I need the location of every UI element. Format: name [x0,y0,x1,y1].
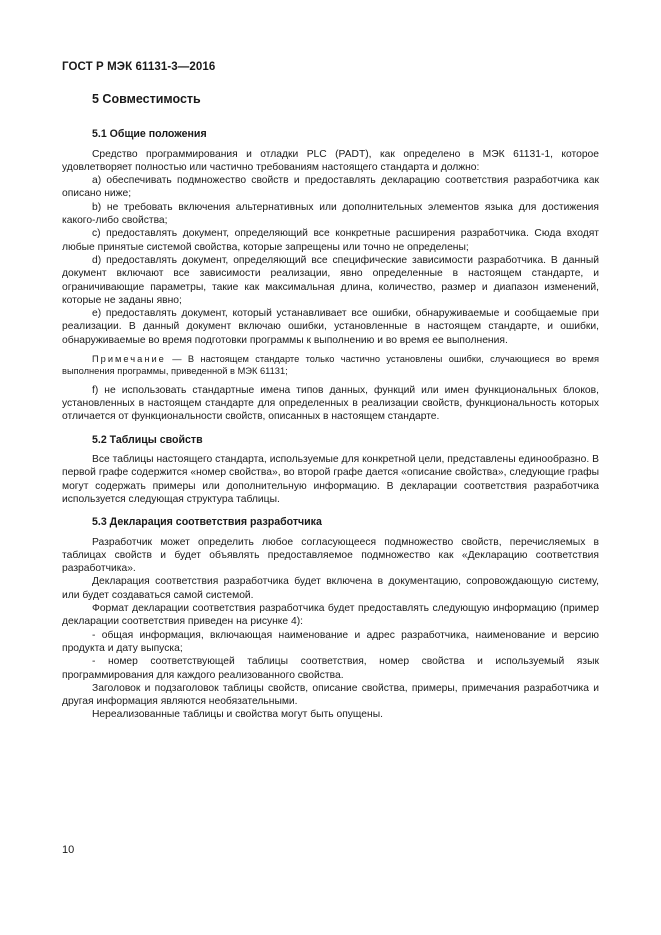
paragraph: Все таблицы настоящего стандарта, используемые для конкретной цели, представлены единообразно. В первой графе содержится «номер свойства», во второй графе дается «описание свойства», следующие графы могут содержать примеры или дополнительную информацию. В декларации соответствия разработчика используется следующая структура таблицы. [62,454,599,505]
subsection-title-5-2: 5.2 Таблицы свойств [92,433,203,446]
paragraph: Нереализованные таблицы и свойства могут быть опущены. [92,709,383,721]
list-item-e: е) предоставлять документ, который устанавливает все ошибки, обнаруживаемые и сообщаемые при реализации. В данный документ включаю ошибки, установленные в настоящем стандарте, и ошибки, обнаруживаемые во время подготовки программы к выполнению и во время ее выполнения. [62,308,599,346]
subsection-title-5-3: 5.3 Декларация соответствия разработчика [92,516,322,529]
paragraph: Средство программирования и отладки PLC (PADT), как определено в МЭК 61131-1, которое удовлетворяет полностью или частично требованиям настоящего стандарта и должно: [62,148,599,173]
note-text: — В настоящем стандарте только частично установлены ошибки, случающиеся во время выполнения программы, приведенной в МЭК 61131; [62,354,599,377]
paragraph: Заголовок и подзаголовок таблицы свойств, описание свойства, примеры, примечания разработчика и другая информация являются необязательными. [62,682,599,708]
list-item-c: с) предоставлять документ, определяющий все конкретные расширения разработчика. Сюда входят любые принятые системой свойства, которые запрещены или точно не определены; [62,228,599,253]
document-body [62,93,599,722]
note-label: Примечание [92,354,166,365]
note [62,353,599,378]
list-item-a: а) обеспечивать подмножество свойств и предоставлять декларацию соответствия разработчика как описано ниже; [62,175,599,200]
section-title: 5 Совместимость [92,92,201,106]
subsection-title-5-1: 5.1 Общие положения [92,128,207,141]
paragraph: Декларация соответствия разработчика будет включена в документацию, сопровождающую систему, или будет создаваться самой системой. [62,576,599,601]
list-item: - общая информация, включающая наименование и адрес разработчика, наименование и версию продукта и дату выпуска; [62,629,599,654]
list-item: - номер соответствующей таблицы соответствия, номер свойства и используемый язык программирования для каждого реализованного свойства. [62,656,599,681]
list-item-b: b) не требовать включения альтернативных или дополнительных элементов языка для достижения какого-либо свойства; [62,201,599,227]
document-header: ГОСТ Р МЭК 61131-3—2016 [62,61,216,73]
paragraph: Разработчик может определить любое согласующееся подмножество свойств, перечисляемых в таблицах свойств и будет объявлять предоставляемое подмножество как «Декларацию соответствия разработчика». [62,536,599,575]
list-item-d: d) предоставлять документ, определяющий все специфические зависимости разработчика. В данный документ включают все зависимости реализации, явно определенные в настоящем стандарте, и ограничивающие параметры, такие как максимальная длина, количество, размер и диапазон изменений, которые не заданы явно; [62,254,599,306]
list-item-f: f) не использовать стандартные имена типов данных, функций или имен функциональных блоков, установленных в настоящем стандарте для определенных в реализации свойств, функциональность которых отличается от функциональности свойств, описанных в настоящем стандарте. [62,384,599,423]
paragraph: Формат декларации соответствия разработчика будет предоставлять следующую информацию (пример декларации соответствия приведен на рисунке 4): [62,603,599,628]
page-number: 10 [62,844,75,856]
